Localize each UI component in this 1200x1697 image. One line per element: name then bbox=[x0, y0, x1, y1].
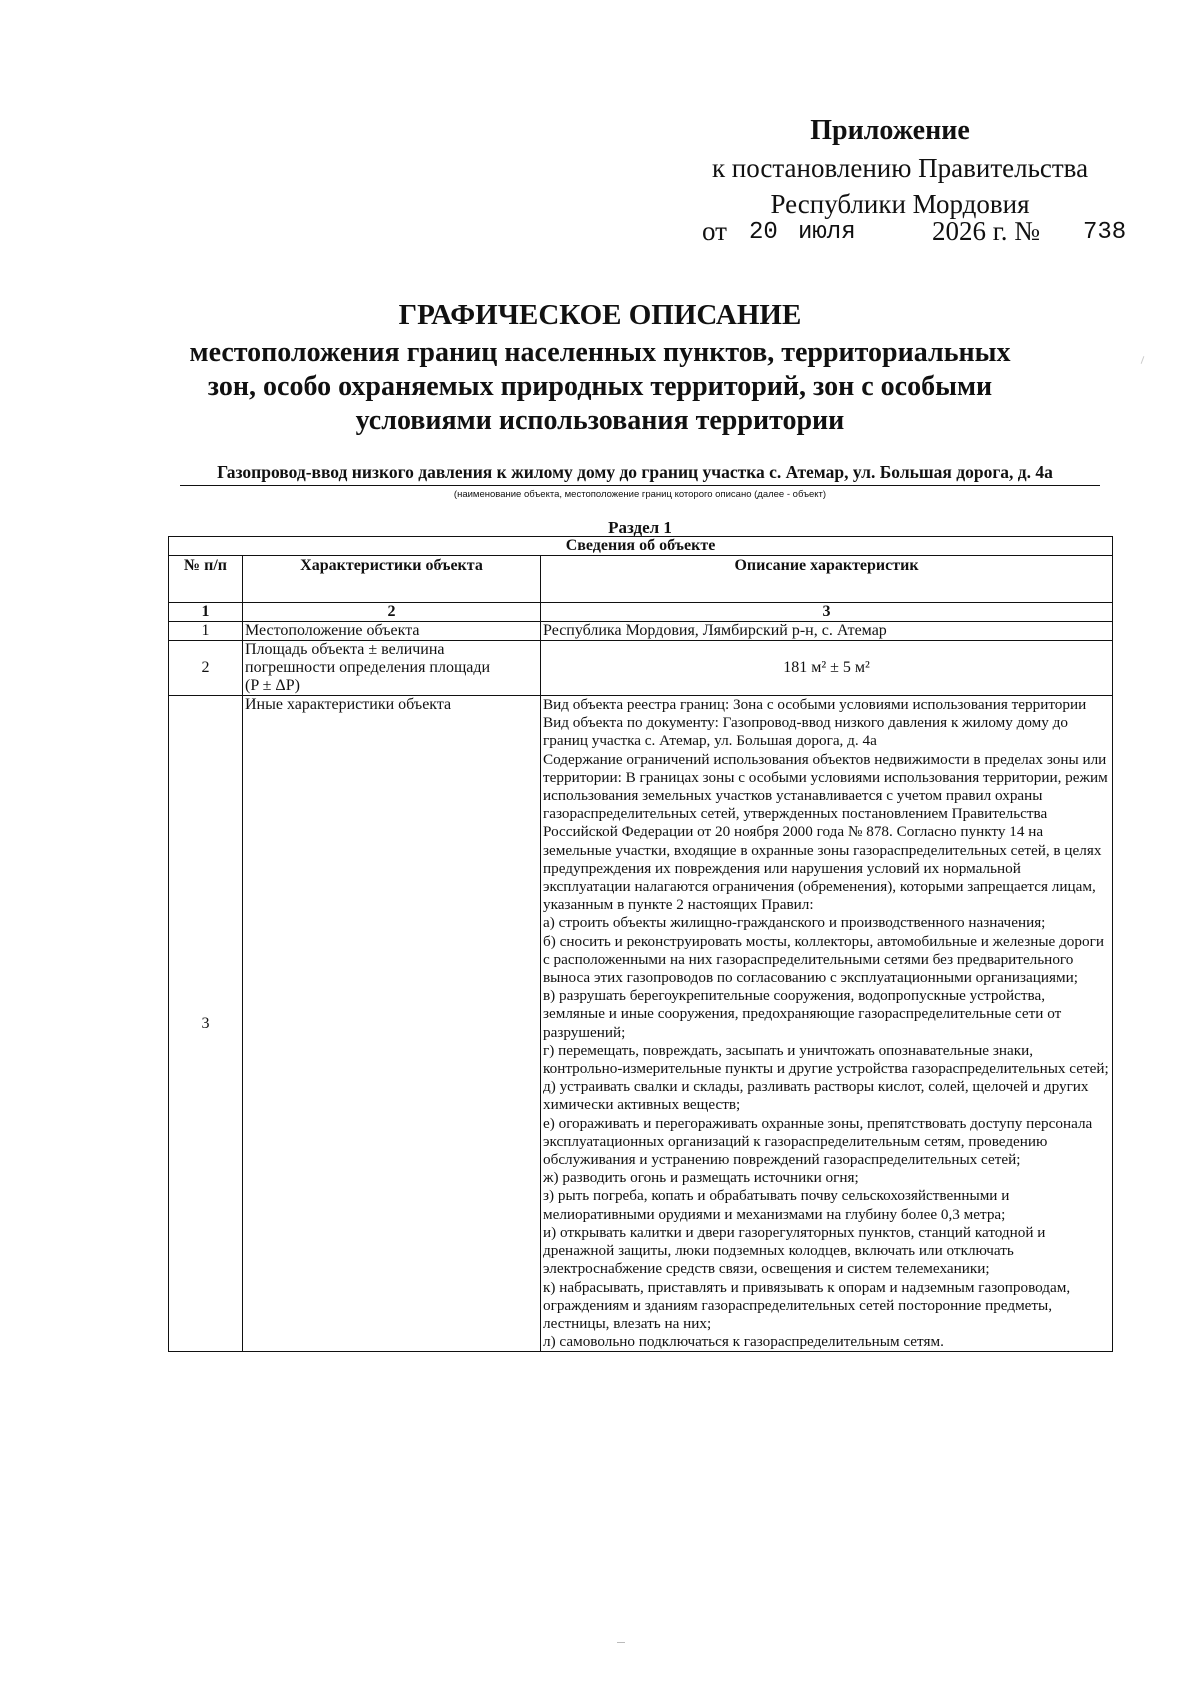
table-header-row bbox=[169, 556, 1113, 603]
description-paragraph: з) рыть погреба, копать и обрабатывать почву сельскохозяйственными и мелиоративными орудиями и механизмами на глубину более 0,3 метра; bbox=[543, 1187, 1010, 1223]
description-paragraph: Вид объекта по документу: Газопровод-ввод низкого давления к жилому дому до границ участка с. Атемар, ул. Большая дорога, д. 4а bbox=[543, 714, 1068, 750]
row-characteristic: Местоположение объекта bbox=[243, 622, 541, 641]
row-description: 181 м² ± 5 м² bbox=[541, 641, 1113, 696]
description-paragraph: д) устраивать свалки и склады, разливать растворы кислот, солей, щелочей и других химически активных веществ; bbox=[543, 1078, 1089, 1114]
table-row bbox=[169, 641, 1113, 696]
description-paragraph: г) перемещать, повреждать, засыпать и уничтожать опознавательные знаки, контрольно-измерительные пункты и другие устройства газораспределительных сетей; bbox=[543, 1041, 1109, 1078]
table-title-row bbox=[169, 537, 1113, 556]
object-name-underline bbox=[180, 485, 1100, 486]
description-paragraph: е) огораживать и перегораживать охранные зоны, препятствовать доступу персонала эксплуатационных организаций к газораспределительным сетям, проведению обслуживания и устранению повреждений газораспределительных сетей; bbox=[543, 1114, 1093, 1169]
table-row bbox=[169, 622, 1113, 641]
document-title-line-1: ГРАФИЧЕСКОЕ ОПИСАНИЕ bbox=[398, 299, 802, 331]
numbering-cell: 2 bbox=[243, 603, 541, 622]
date-year: 2026 г. № bbox=[932, 216, 1041, 246]
table-row bbox=[169, 696, 1113, 1352]
appendix-line-1: к постановлению Правительства bbox=[711, 153, 1089, 183]
header-description: Описание характеристик bbox=[541, 556, 1113, 603]
scan-speck bbox=[617, 1642, 625, 1643]
description-paragraph: а) строить объекты жилищно-гражданского и производственного назначения; bbox=[543, 914, 1046, 932]
row-number: 1 bbox=[169, 622, 243, 641]
description-paragraph: Содержание ограничений использования объектов недвижимости в пределах зоны или территории: В границах зоны с особыми условиями использования территории, режим использования земельных участков устанавливается с учетом правил охраны газораспределительных сетей, утвержденных постановлением Правительства Российской Федерации от 20 ноября 2000 года № 878. Согласно пункту 14 на земельные участки, входящие в охранные зоны газораспределительных сетей, в целях предупреждения их повреждения или нарушения условий их нормальной эксплуатации налагаются ограничения (обременения), которыми запрещается лицам, указанным в пункте 2 настоящих Правил: bbox=[543, 750, 1108, 914]
appendix-title: Приложение bbox=[810, 115, 970, 146]
object-caption: (наименование объекта, местоположение границ которого описано (далее - объект) bbox=[453, 489, 827, 500]
object-name: Газопровод-ввод низкого давления к жилому дому до границ участка с. Атемар, ул. Большая дорога, д. 4а bbox=[217, 462, 1053, 482]
row-characteristic bbox=[243, 641, 541, 696]
description-paragraph: в) разрушать берегоукрепительные сооружения, водопропускные устройства, земляные и иные сооружения, предохраняющие газораспределительные сети от разрушений; bbox=[543, 987, 1062, 1041]
date-month: июля bbox=[798, 219, 856, 246]
description-paragraph: и) открывать калитки и двери газорегуляторных пунктов, станций катодной и дренажной защиты, люки подземных колодцев, включать или отключать электроснабжение средств связи, освещения и систем телемеханики; bbox=[543, 1223, 1046, 1278]
object-info-table bbox=[168, 536, 1113, 1352]
description-paragraph: б) сносить и реконструировать мосты, коллекторы, автомобильные и железные дороги с расположенными на них газораспределительными сетями без предварительного выноса этих газопроводов по согласованию с эксплуатационными организациями; bbox=[543, 932, 1104, 987]
document-title-line-4: условиями использования территории bbox=[355, 405, 845, 436]
characteristic-line: погрешности определения площади bbox=[245, 659, 491, 676]
header-number: № п/п bbox=[169, 556, 243, 603]
date-day: 20 bbox=[749, 219, 778, 246]
characteristic-line: Площадь объекта ± величина bbox=[245, 641, 445, 658]
scan-speck bbox=[1141, 356, 1145, 364]
row-characteristic: Иные характеристики объекта bbox=[243, 696, 541, 1352]
description-paragraph: л) самовольно подключаться к газораспределительным сетям. bbox=[543, 1333, 944, 1351]
numbering-cell: 3 bbox=[541, 603, 1113, 622]
description-paragraph: Вид объекта реестра границ: Зона с особыми условиями использования территории bbox=[543, 696, 1087, 713]
document-title-line-3: зон, особо охраняемых природных территорий, зон с особыми bbox=[207, 371, 993, 402]
document-title-line-2: местоположения границ населенных пунктов, территориальных bbox=[189, 337, 1011, 368]
description-paragraph: ж) разводить огонь и размещать источники огня; bbox=[543, 1169, 859, 1187]
table-numbering-row bbox=[169, 603, 1113, 622]
row-description bbox=[541, 696, 1113, 1352]
header-characteristic: Характеристики объекта bbox=[243, 556, 541, 603]
appendix-block bbox=[690, 112, 1110, 222]
row-description: Республика Мордовия, Лямбирский р-н, с. Атемар bbox=[541, 622, 1113, 641]
row-number: 2 bbox=[169, 641, 243, 696]
document-title bbox=[150, 298, 1050, 438]
appendix-line-2: Республики Мордовия bbox=[770, 189, 1030, 219]
description-paragraph: к) набрасывать, приставлять и привязывать к опорам и надземным газопроводам, ограждениям и зданиям газораспределительных сетей посторонние предметы, лестницы, влезать на них; bbox=[543, 1278, 1071, 1332]
date-prefix: от bbox=[702, 216, 727, 246]
numbering-cell: 1 bbox=[169, 603, 243, 622]
resolution-number: 738 bbox=[1083, 219, 1127, 246]
table-title: Сведения об объекте bbox=[169, 537, 1113, 556]
row-number: 3 bbox=[169, 696, 243, 1352]
characteristic-line: (P ± ΔP) bbox=[245, 677, 300, 694]
section-title: Раздел 1 bbox=[608, 518, 672, 537]
